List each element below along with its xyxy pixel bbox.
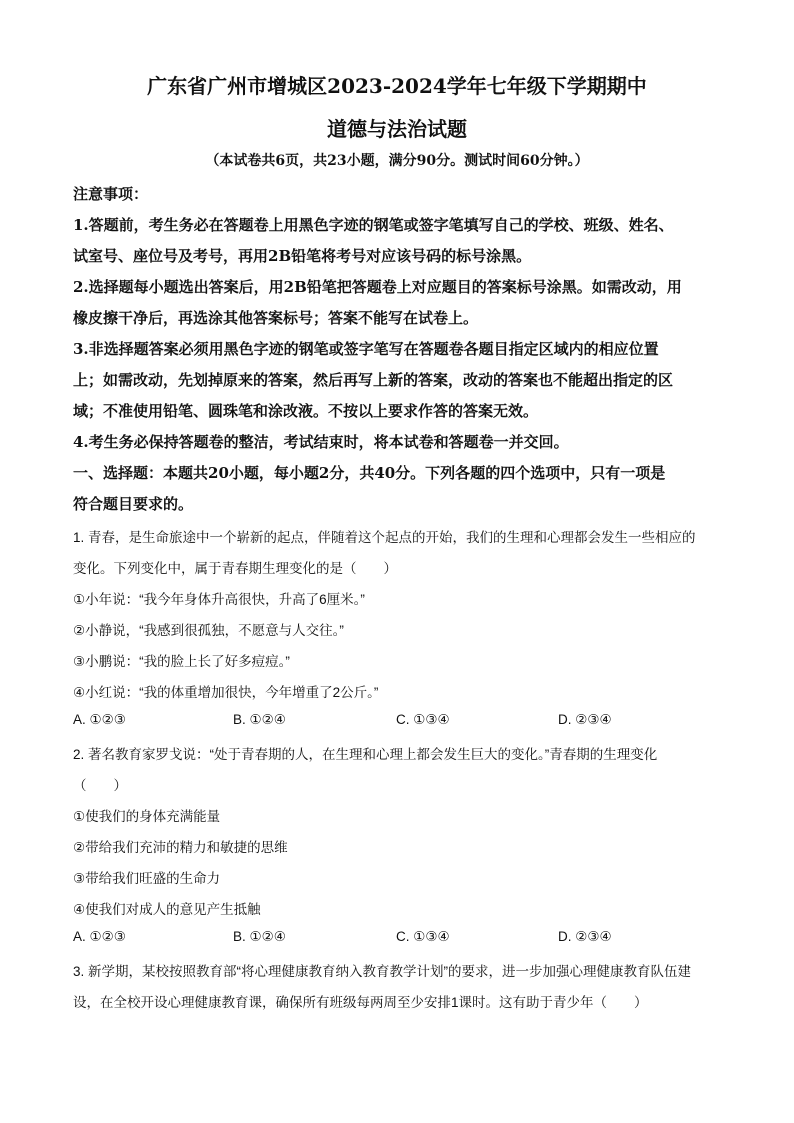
section-heading: 一、选择题：本题共20小题，每小题2分，共40分。下列各题的四个选项中，只有一项是 [73, 464, 666, 482]
note-line: 4.考生务必保持答题卷的整洁，考试结束时，将本试卷和答题卷一并交回。 [73, 433, 569, 451]
question-2-option-c: C. ①③④ [396, 929, 450, 944]
question-2-item: ②带给我们充沛的精力和敏捷的思维 [73, 840, 288, 855]
question-1-item: ④小红说：“我的体重增加很快，今年增重了2公斤。” [73, 685, 379, 700]
question-2-option-a: A. ①②③ [73, 929, 126, 944]
question-1-stem-cont: 变化。下列变化中，属于青春期生理变化的是（ ） [73, 561, 397, 576]
question-2-item: ①使我们的身体充满能量 [73, 809, 221, 824]
note-line: 3.非选择题答案必须用黑色字迹的钢笔或签字笔写在答题卷各题目指定区域内的相应位置 [73, 340, 659, 358]
question-1-item: ①小年说：“我今年身体升高很快，升高了6厘米。” [73, 592, 365, 607]
note-line: 1.答题前，考生务必在答题卷上用黑色字迹的钢笔或签字笔填写自己的学校、班级、姓名、 [73, 216, 674, 234]
notes-heading: 注意事项： [73, 185, 149, 203]
exam-info: （本试卷共6页，共23小题，满分90分。测试时间60分钟。） [205, 153, 589, 169]
question-1-option-b: B. ①②④ [233, 712, 286, 727]
exam-subtitle: 道德与法治试题 [327, 117, 467, 141]
question-2-item: ③带给我们旺盛的生命力 [73, 871, 221, 886]
note-line: 试室号、座位号及考号，再用2B铅笔将考号对应该号码的标号涂黑。 [73, 247, 532, 265]
question-1-option-d: D. ②③④ [558, 712, 612, 727]
section-heading-cont: 符合题目要求的。 [73, 495, 194, 513]
exam-title: 广东省广州市增城区2023-2024学年七年级下学期期中 [147, 74, 647, 98]
question-1-stem: 1. 青春，是生命旅途中一个崭新的起点，伴随着这个起点的开始，我们的生理和心理都会发生一些相应的 [73, 530, 696, 545]
note-line: 2.选择题每小题选出答案后，用2B铅笔把答题卷上对应题目的答案标号涂黑。如需改动，用 [73, 278, 682, 296]
note-line: 橡皮擦干净后，再选涂其他答案标号；答案不能写在试卷上。 [73, 309, 479, 327]
question-2-item: ④使我们对成人的意见产生抵触 [73, 902, 261, 917]
question-1-option-c: C. ①③④ [396, 712, 450, 727]
question-1-item: ③小鹏说：“我的脸上长了好多痘痘。” [73, 654, 290, 669]
question-2-stem-cont: （ ） [73, 778, 127, 793]
question-2-option-b: B. ①②④ [233, 929, 286, 944]
question-2-option-d: D. ②③④ [558, 929, 612, 944]
question-3-stem-cont: 设，在全校开设心理健康教育课，确保所有班级每两周至少安排1课时。这有助于青少年（ ） [73, 995, 648, 1010]
question-1-option-a: A. ①②③ [73, 712, 126, 727]
note-line: 上；如需改动，先划掉原来的答案，然后再写上新的答案，改动的答案也不能超出指定的区 [73, 371, 674, 389]
note-line: 域；不准使用铅笔、圆珠笔和涂改液。不按以上要求作答的答案无效。 [73, 402, 539, 420]
question-1-item: ②小静说，“我感到很孤独，不愿意与人交往。” [73, 623, 344, 638]
question-2-stem: 2. 著名教育家罗戈说：“处于青春期的人，在生理和心理上都会发生巨大的变化。”青春期的生理变化 [73, 747, 658, 762]
question-3-stem: 3. 新学期，某校按照教育部“将心理健康教育纳入教育教学计划”的要求，进一步加强心理健康教育队伍建 [73, 964, 691, 979]
